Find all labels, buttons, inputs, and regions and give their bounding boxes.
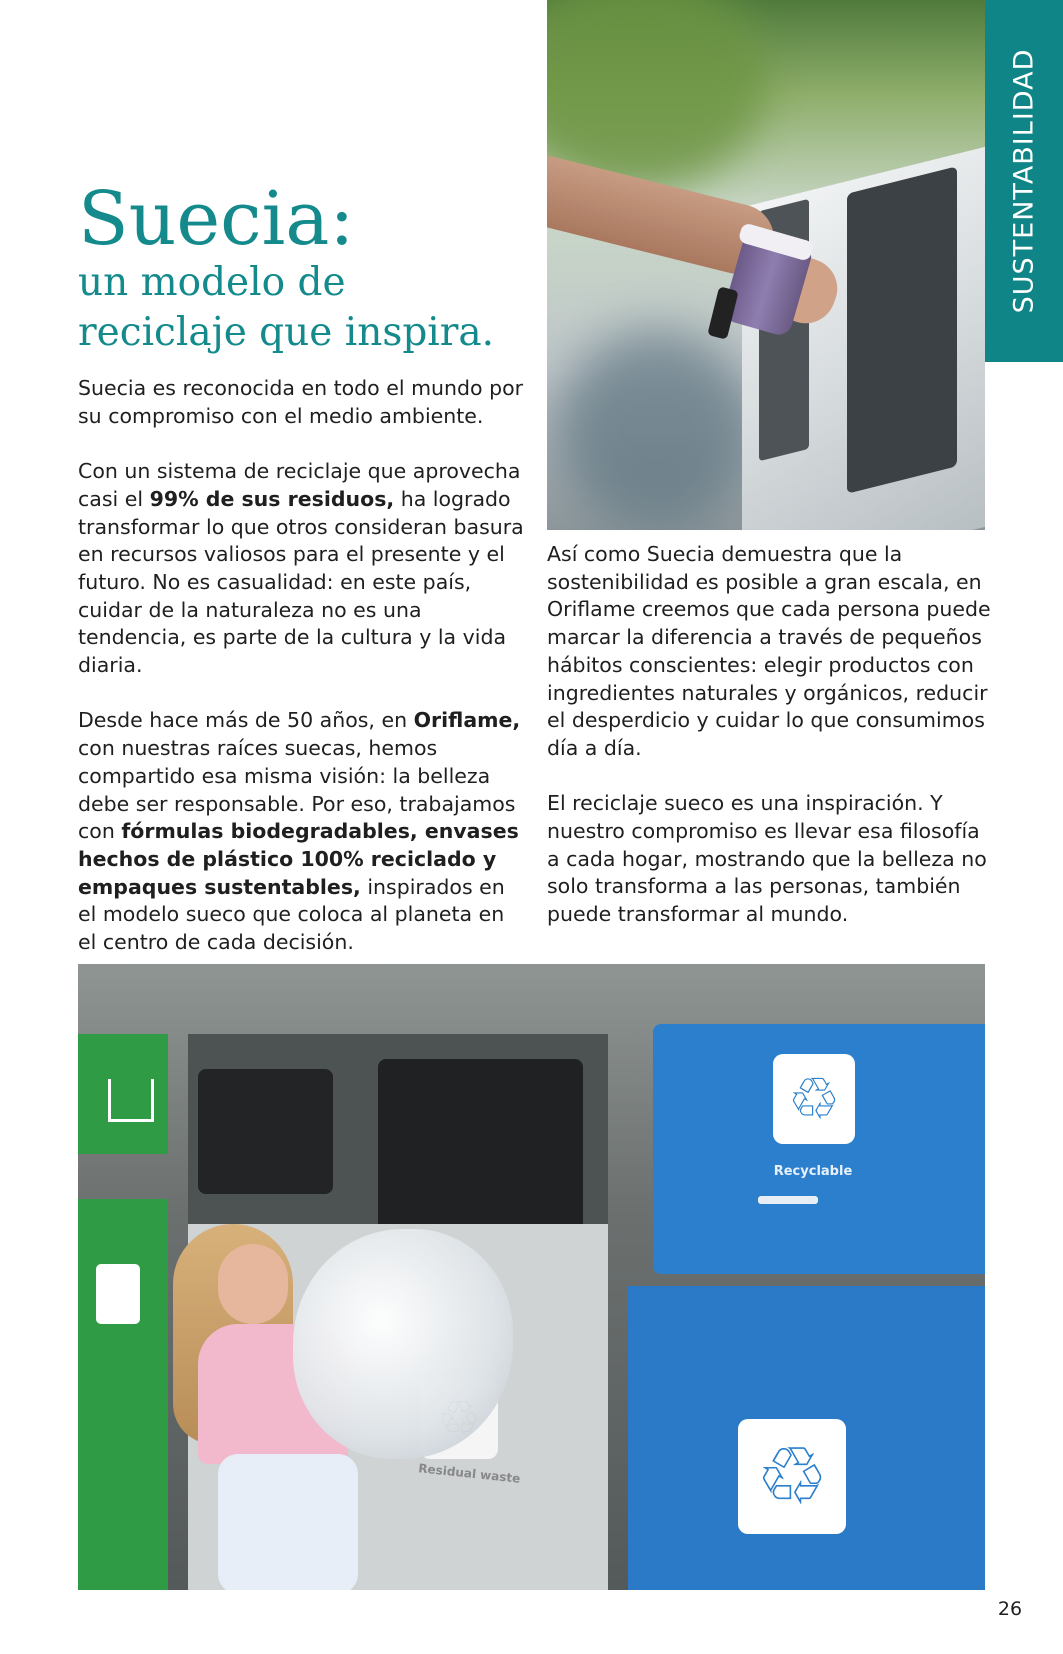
highlight-99-percent: 99% de sus residuos, bbox=[149, 486, 395, 511]
paragraph-oriflame: Desde hace más de 50 años, en Oriflame, con nuestras raíces suecas, hemos compartido esa misma visión: la belleza debe ser responsable. Por eso, trabajamos con fórmulas biodegradables, envases hechos de plástico 100% reciclado y empaques sustentables, inspirados en el modelo sueco que coloca al planeta en el centro de cada decisión. bbox=[78, 708, 521, 955]
residual-waste-label: Residual waste bbox=[417, 1461, 521, 1486]
green-bin-bottom bbox=[78, 1199, 168, 1590]
paragraph-recycling: Con un sistema de reciclaje que aprovecha casi el 99% de sus residuos, ha logrado transformar lo que otros consideran basura en recursos valiosos para el presente y el futuro. No es casualidad: en este país, cuidar de la naturaleza no es una tendencia, es parte de la cultura y la vida diaria. bbox=[78, 459, 524, 678]
recycle-icon: ♲ bbox=[773, 1054, 855, 1144]
paragraph-sustainability: Así como Suecia demuestra que la sostenibilidad es posible a gran escala, en Oriflame creemos que cada persona puede marcar la diferencia a través de pequeños hábitos conscientes: elegir productos con ingredientes naturales y orgánicos, reducir el desperdicio y cuidar lo que consumimos día a día. bbox=[547, 542, 991, 760]
bin-opening bbox=[198, 1069, 333, 1194]
left-column bbox=[78, 375, 528, 984]
plastic-bag bbox=[293, 1229, 513, 1459]
lock-icon bbox=[758, 1196, 818, 1204]
girl-face bbox=[218, 1244, 288, 1324]
section-tab bbox=[985, 0, 1063, 362]
paragraph-intro: Suecia es reconocida en todo el mundo por su compromiso con el medio ambiente. bbox=[78, 376, 524, 428]
photo-girl-recycling bbox=[78, 964, 985, 1590]
drop-in-icon bbox=[108, 1079, 154, 1122]
page-title: Suecia: bbox=[78, 176, 355, 262]
section-tab-label: SUSTENTABILIDAD bbox=[1008, 48, 1040, 314]
paragraph-inspiration: El reciclaje sueco es una inspiración. Y nuestro compromiso es llevar esa filosofía a cada hogar, mostrando que la belleza no solo transforma a las personas, también puede transformar al mundo. bbox=[547, 791, 987, 927]
girl-shorts bbox=[218, 1454, 358, 1590]
bin-opening bbox=[378, 1059, 583, 1234]
recyclable-label: Recyclable bbox=[773, 1164, 853, 1179]
recycle-icon: ♲ bbox=[738, 1419, 846, 1534]
highlight-formulas: fórmulas biodegradables, envases hechos de plástico 100% reciclado y empaques sustentables, bbox=[78, 819, 519, 899]
right-column bbox=[547, 541, 992, 957]
page-number: 26 bbox=[997, 1598, 1023, 1620]
photo-hand-recycling-cup bbox=[547, 0, 985, 530]
highlight-oriflame: Oriflame, bbox=[413, 708, 521, 733]
page-subtitle: un modelo de reciclaje que inspira. bbox=[78, 260, 495, 355]
hourglass-icon bbox=[96, 1264, 140, 1324]
